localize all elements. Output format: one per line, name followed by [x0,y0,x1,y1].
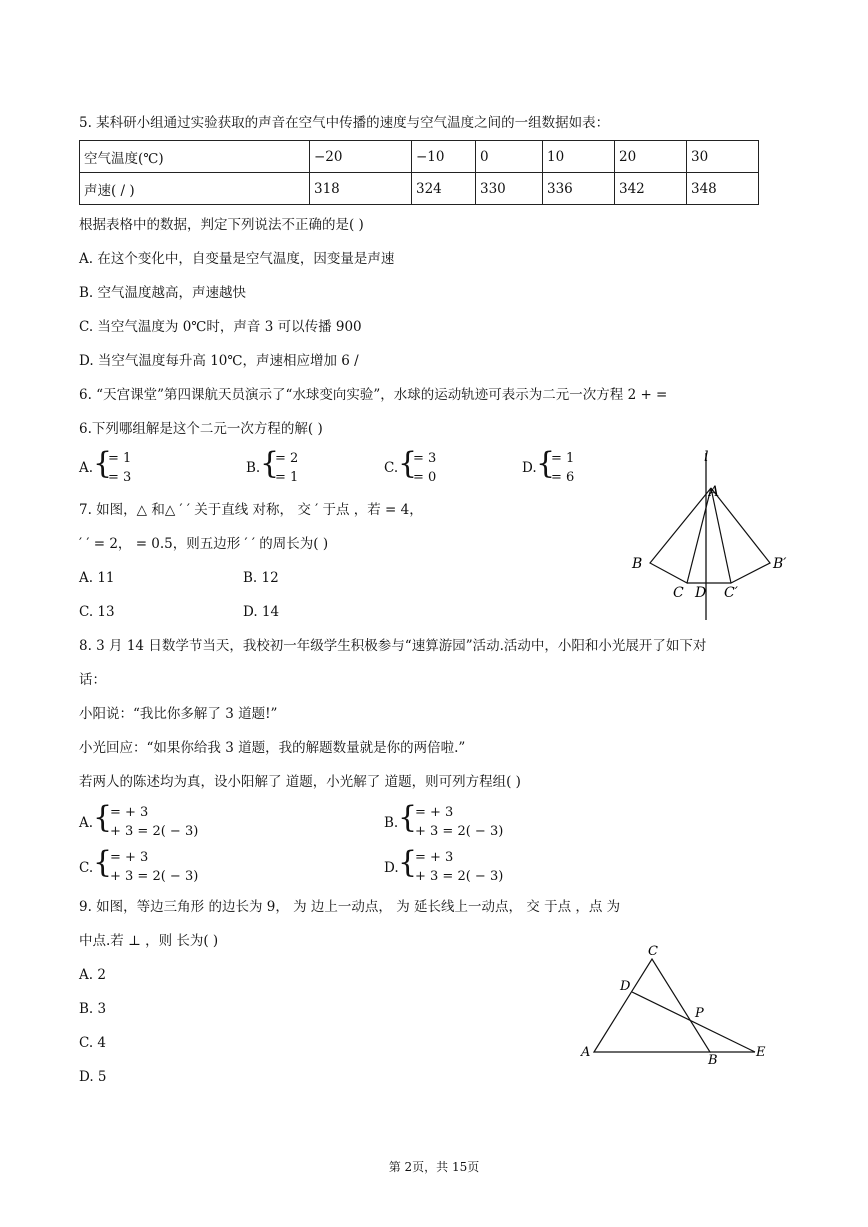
q9-option-a: A. 2 [79,967,106,983]
brace-icon: { [398,800,418,835]
equation-top: = + 3 [415,850,454,865]
table-cell: −10 [412,141,476,173]
table-cell: 318 [310,173,412,205]
table-row [80,141,759,173]
equation-bottom: + 3 = 2( − 3) [415,869,504,884]
equation-bottom: + 3 = 2( − 3) [110,869,199,884]
q6-option-d-label: D. [522,460,537,476]
table-cell: 342 [615,173,687,205]
q7-figure [620,448,800,623]
q6-option-b-system [275,449,298,487]
q6-option-d-system [551,449,574,487]
label-d: D [695,585,707,601]
speed-temperature-table [79,140,759,205]
equation-bottom: = 3 [108,470,132,485]
table-row [80,173,759,205]
label-l: l [704,449,709,465]
equation-top: = + 3 [110,850,149,865]
q9-figure [575,940,775,1070]
equation-bottom: = 6 [551,470,575,485]
table-cell: 348 [687,173,759,205]
table-cell: 324 [412,173,476,205]
q7-option-b: B. 12 [243,570,279,586]
table-cell: 10 [543,141,615,173]
brace-icon: { [260,446,280,481]
q6-option-c-label: C. [384,460,399,476]
q5-option-d: D. 当空气温度每升高 10℃，声速相应增加 6 / [79,353,359,369]
q8-option-d-label: D. [384,860,399,876]
q6-option-c-system [413,449,436,487]
brace-icon: { [93,800,113,835]
brace-icon: { [398,446,418,481]
q6-line1: 6. “天宫课堂”第四课航天员演示了“水球变向实验”，水球的运动轨迹可表示为二元一次方程 2 + = [79,387,668,403]
q8-line2: 话： [79,672,106,688]
q5-stem: 5. 某科研小组通过实验获取的声音在空气中传播的速度与空气温度之间的一组数据如表： [79,115,610,131]
equation-top: = 1 [108,451,132,466]
triangle-abc [594,959,710,1052]
table-cell: 声速( / ) [80,173,310,205]
equation-top: = 1 [551,451,575,466]
label-p: P [695,1006,704,1021]
q8-option-b-system [415,803,503,841]
q9-option-c: C. 4 [79,1035,107,1051]
label-e: E [756,1045,766,1060]
table-cell: 0 [476,141,543,173]
q8-line4: 小光回应：“如果你给我 3 道题，我的解题数量就是你的两倍啦.” [79,740,466,756]
q5-option-b: B. 空气温度越高，声速越快 [79,285,247,301]
label-b-prime: B′ [773,556,787,572]
q8-option-c-label: C. [79,860,94,876]
brace-icon: { [93,845,113,880]
equation-top: = + 3 [415,805,454,820]
equation-bottom: = 1 [275,470,299,485]
table-cell: −20 [310,141,412,173]
table-cell: 336 [543,173,615,205]
equation-bottom: = 0 [413,470,437,485]
label-c: C [673,585,684,601]
brace-icon: { [93,446,113,481]
q8-option-b-label: B. [384,815,399,831]
table-cell: 空气温度(℃) [80,141,310,173]
equation-bottom: + 3 = 2( − 3) [110,824,199,839]
label-c-prime: C′ [724,585,738,601]
q5-question: 根据表格中的数据，判定下列说法不正确的是( ) [79,217,364,233]
q6-option-b-label: B. [246,460,261,476]
q9-line1: 9. 如图，等边三角形 的边长为 9， 为 边上一动点， 为 延长线上一动点， 交 于点 ，点 为 [79,899,621,915]
segment-de [632,992,755,1052]
equation-top: = + 3 [110,805,149,820]
equation-top: = 2 [275,451,299,466]
q7-line1: 7. 如图，△ 和△ ′ ′ 关于直线 对称， 交 ′ 于点 ，若 = 4， [79,502,423,518]
q5-option-a: A. 在这个变化中，自变量是空气温度，因变量是声速 [79,251,395,267]
triangle-abc [650,488,711,583]
q6-option-a-label: A. [79,460,94,476]
q8-line3: 小阳说：“我比你多解了 3 道题!” [79,706,278,722]
brace-icon: { [536,446,556,481]
label-b: B [632,556,643,572]
q6-line2: 6.下列哪组解是这个二元一次方程的解( ) [79,421,323,437]
q8-option-a-label: A. [79,815,94,831]
q9-option-b: B. 3 [79,1001,107,1017]
q8-line5: 若两人的陈述均为真，设小阳解了 道题，小光解了 道题，则可列方程组( ) [79,774,521,790]
label-d: D [620,979,631,994]
table-cell: 30 [687,141,759,173]
page-footer: 第 2页，共 15页 [388,1160,480,1174]
q9-option-d: D. 5 [79,1069,107,1085]
q8-option-d-system [415,848,503,886]
q8-option-c-system [110,848,198,886]
table-cell: 330 [476,173,543,205]
q8-option-a-system [110,803,198,841]
q7-option-d: D. 14 [243,604,280,620]
equation-bottom: + 3 = 2( − 3) [415,824,504,839]
q7-option-c: C. 13 [79,604,115,620]
q9-line2: 中点.若 ⊥ ，则 长为( ) [79,933,219,949]
label-a: A [709,484,720,500]
label-c: C [648,944,658,959]
q6-option-a-system [108,449,131,487]
q7-option-a: A. 11 [79,570,115,586]
q7-line2: ′ ′ = 2， = 0.5，则五边形 ′ ′ 的周长为( ) [79,536,329,552]
brace-icon: { [398,845,418,880]
table-cell: 20 [615,141,687,173]
label-b: B [708,1053,718,1068]
q8-line1: 8. 3 月 14 日数学节当天，我校初一年级学生积极参与“速算游园”活动.活动中，小阳和小光展开了如下对 [79,638,707,654]
triangle-ab-c-prime [711,488,770,583]
equation-top: = 3 [413,451,437,466]
label-a: A [581,1045,591,1060]
q5-option-c: C. 当空气温度为 0℃时，声音 3 可以传播 900 [79,319,362,335]
